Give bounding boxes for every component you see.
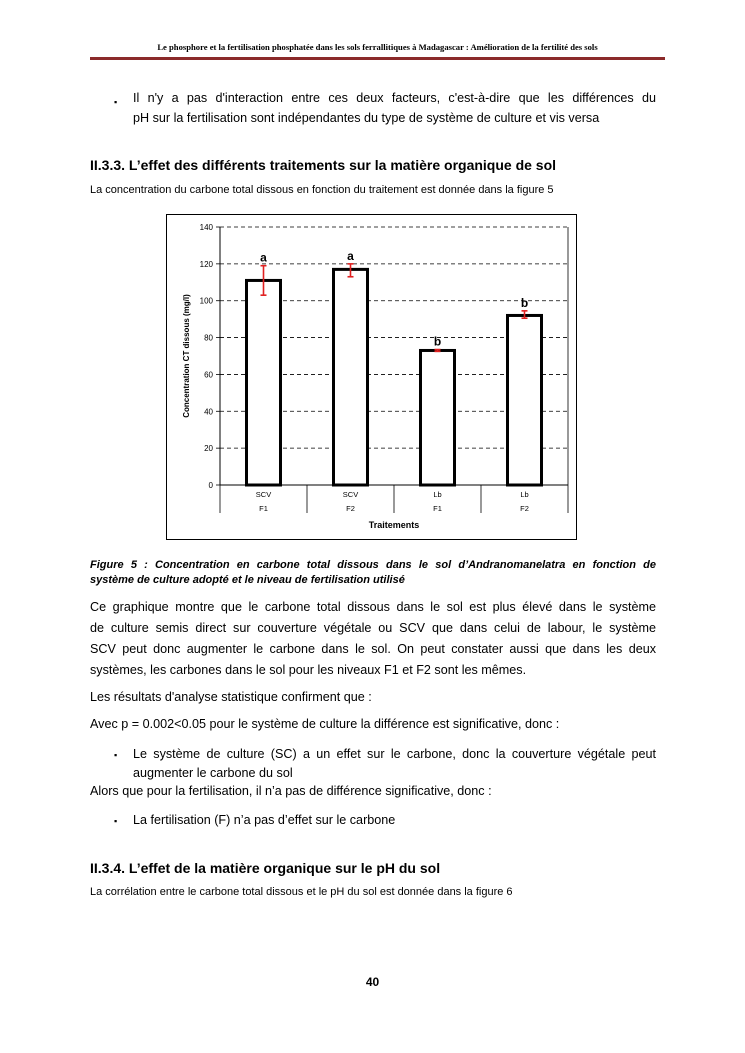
significance-letter: a [347,248,354,263]
section-heading-334: II.3.4. L’effet de la matière organique sur le pH du sol [90,860,441,876]
y-tick-label: 100 [199,296,213,306]
x-category-system: SCV [255,490,272,499]
significance-letter: a [260,250,267,265]
figure-5-chart [167,215,576,539]
stats-intro: Les résultats d'analyse statistique confirment que : [90,690,372,704]
intro-bullet-line2: pH sur la fertilisation sont indépendantes du type de système de culture et vis versa [133,111,600,125]
bullet-marker: ▪ [114,750,118,760]
y-tick-label: 40 [204,407,213,417]
discussion-line1: Ce graphique montre que le carbone total dissous dans le sol est plus élevé dans le système [90,600,656,614]
bar [247,280,281,485]
y-tick-label: 0 [208,481,213,490]
section-333-intro: La concentration du carbone total dissous en fonction du traitement est donnée dans la figure 5 [90,184,554,196]
significance-letter: b [433,334,442,349]
intro-bullet-line1: Il n'y a pas d'interaction entre ces deux facteurs, c'est-à-dire que les différences du [133,91,656,105]
bar [421,350,455,485]
bar [334,269,368,485]
discussion-line4: systèmes, les carbones dans le sol pour les niveaux F1 et F2 sont les mêmes. [90,663,527,677]
x-category-system: Lb [520,490,529,499]
x-category-level: F2 [520,504,529,513]
fertilisation-statement: Alors que pour la fertilisation, il n’a pas de différence significative, donc : [90,784,492,798]
significance-letter: b [520,295,529,310]
y-tick-label: 120 [199,259,213,269]
bullet-fertilisation: La fertilisation (F) n’a pas d’effet sur le carbone [133,813,396,827]
figure-5-caption-line1: Figure 5 : Concentration en carbone total dissous dans le sol d’Andranomanelatra en fonction de [90,559,656,571]
p-value-statement: Avec p = 0.002<0.05 pour le système de culture la différence est significative, donc : [90,717,560,731]
section-334-intro: La corrélation entre le carbone total dissous et le pH du sol est donnée dans la figure 6 [90,886,513,898]
x-category-level: F1 [433,504,442,513]
y-axis-title: Concentration CT dissous (mg/l) [182,294,191,418]
y-tick-label: 60 [204,370,213,380]
bullet-sc-line2: augmenter le carbone du sol [133,766,293,780]
running-header: Le phosphore et la fertilisation phosphatée dans les sols ferrallitiques à Madagascar : Amélioration de la fertilité des sols [157,42,598,52]
discussion-line3: SCV peut donc augmenter le carbone dans le sol. On peut constater aussi que dans les deux [90,642,656,656]
x-axis-title: Traitements [368,520,420,530]
bullet-sc-line1: Le système de culture (SC) a un effet sur le carbone, donc la couverture végétale peut [133,747,656,761]
y-tick-label: 80 [204,333,213,343]
y-tick-label: 140 [199,223,213,232]
discussion-line2: de culture semis direct sur couverture végétale ou SCV que dans celui de labour, le système [90,621,656,635]
section-heading-333: II.3.3. L’effet des différents traitements sur la matière organique de sol [90,157,557,173]
page-number: 40 [365,975,380,989]
x-category-system: SCV [342,490,359,499]
header-divider [90,57,665,60]
figure-5-caption-line2: système de culture adopté et le niveau de fertilisation utilisé [90,574,405,586]
bar [508,315,542,485]
y-tick-label: 20 [204,444,213,454]
x-category-level: F2 [346,504,355,513]
bullet-marker: ▪ [114,816,118,826]
x-category-level: F1 [259,504,268,513]
x-category-system: Lb [433,490,442,499]
figure-5-chart-frame [166,214,577,540]
bullet-marker: ▪ [114,97,118,107]
